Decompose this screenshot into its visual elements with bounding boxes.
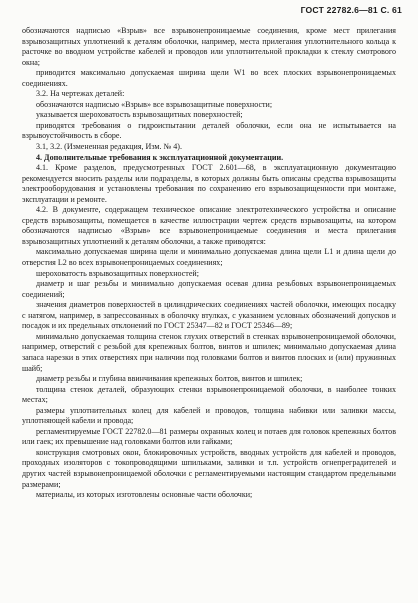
paragraph: 3.2. На чертежах деталей: bbox=[36, 89, 125, 99]
amendment-note: 3.1, 3.2. (Измененная редакция, Изм. № 4). bbox=[36, 142, 182, 152]
paragraph: материалы, из которых изготовлены основные части оболочки; bbox=[36, 490, 253, 500]
paragraph: значения диаметров поверхностей в цилиндрических соединениях частей оболочки, имеющих посадку с натягом, например, в запрессованных в оболочку втулках, с указанием условных обозначений допусков и посадок и их предельных отклонений по ГОСТ 25347—82 и ГОСТ 25346—89; bbox=[22, 300, 396, 331]
paragraph: диаметр и шаг резьбы и минимально допускаемая осевая длина резьбовых взрывонепроницаемых соединений; bbox=[22, 279, 396, 299]
paragraph: минимально допускаемая толщина стенок глухих отверстий в стенках взрывонепроницаемой оболочки, например, отверстий с резьбой для крепежных болтов, винтов и шпилек; минимально допускаемая длина запаса нарезки в этих отверстиях при наличии под головками болтов и винтов плоских и (или) пружинных шайб; bbox=[22, 331, 396, 373]
section-heading: 4. Дополнительные требования к эксплуатационной документации. bbox=[36, 152, 284, 162]
paragraph: обозначаются надписью «Взрыв» все взрывозащитные поверхности; bbox=[36, 99, 273, 109]
paragraph: толщина стенок деталей, образующих стенки взрывонепроницаемой оболочки, в наиболее тонких местах; bbox=[22, 384, 396, 405]
paragraph: максимально допускаемая ширина щели и минимально допускаемая длина щели L1 и длина щели до отверстия L2 во всех взрывонепроницаемых соединениях; bbox=[22, 247, 396, 268]
paragraph: указывается шероховатость взрывозащитных поверхностей; bbox=[36, 110, 243, 120]
paragraph: диаметр резьбы и глубина ввинчивания крепежных болтов, винтов и шпилек; bbox=[36, 374, 303, 384]
paragraph: шероховатость взрывозащитных поверхностей; bbox=[36, 268, 199, 278]
paragraph: 4.2. В документе, содержащем техническое описание электротехнического устройства и описание средств взрывозащиты, помещается в качестве иллюстрации чертеж средств взрывозащиты, на котором обозначаются надписью «Взрыв» все взрывонепроницаемые соединения и места прилегания взрывозащитных уплотнений к деталям оболочки, а также приводятся: bbox=[22, 205, 396, 246]
paragraph: приводится максимально допускаемая ширина щели W1 во всех плоских взрывонепроницаемых соединениях. bbox=[22, 68, 396, 88]
paragraph: 4.1. Кроме разделов, предусмотренных ГОСТ 2.601—68, в эксплуатационную документацию рекомендуется вносить разделы или подразделы, в которых должны быть описаны средства взрывозащиты электрооборудования и установлены требования по сохранению его взрывозащищенности при монтаже, эксплуатации и ремонте. bbox=[22, 163, 396, 204]
page-header: ГОСТ 22782.6—81 С. 61 bbox=[300, 5, 402, 15]
paragraph: конструкция смотровых окон, блокировочных устройств, вводных устройств для кабелей и проводов, проходных изоляторов с токопроводящими шпильками, заливки и т.п. устройств огнепреградителей и других частей взрывонепроницаемой оболочки с регламентируемыми настоящим стандартом предельными размерами; bbox=[22, 447, 396, 489]
paragraph: обозначаются надписью «Взрыв» все взрывонепроницаемые соединения, кроме мест прилегания взрывозащитных уплотнений к деталям оболочки, например, места прилегания уплотнительного кольца к расточке во вводном устройстве кабелей и проводов или уплотнительной прокладки к стеклу смотрового окна; bbox=[22, 26, 396, 67]
paragraph: приводятся требования о гидроиспытании деталей оболочки, если она не испытывается на взрывоустойчивость в сборе. bbox=[22, 120, 396, 141]
document-body bbox=[22, 26, 396, 501]
paragraph: размеры уплотнительных колец для кабелей и проводов, толщина набивки или заливки массы, уплотняющей кабели и провода; bbox=[22, 405, 396, 426]
paragraph: регламентируемые ГОСТ 22782.0—81 размеры охранных колец и потаев для головок крепежных болтов или гаек; их превышение над головками болтов или гайками; bbox=[22, 426, 396, 447]
